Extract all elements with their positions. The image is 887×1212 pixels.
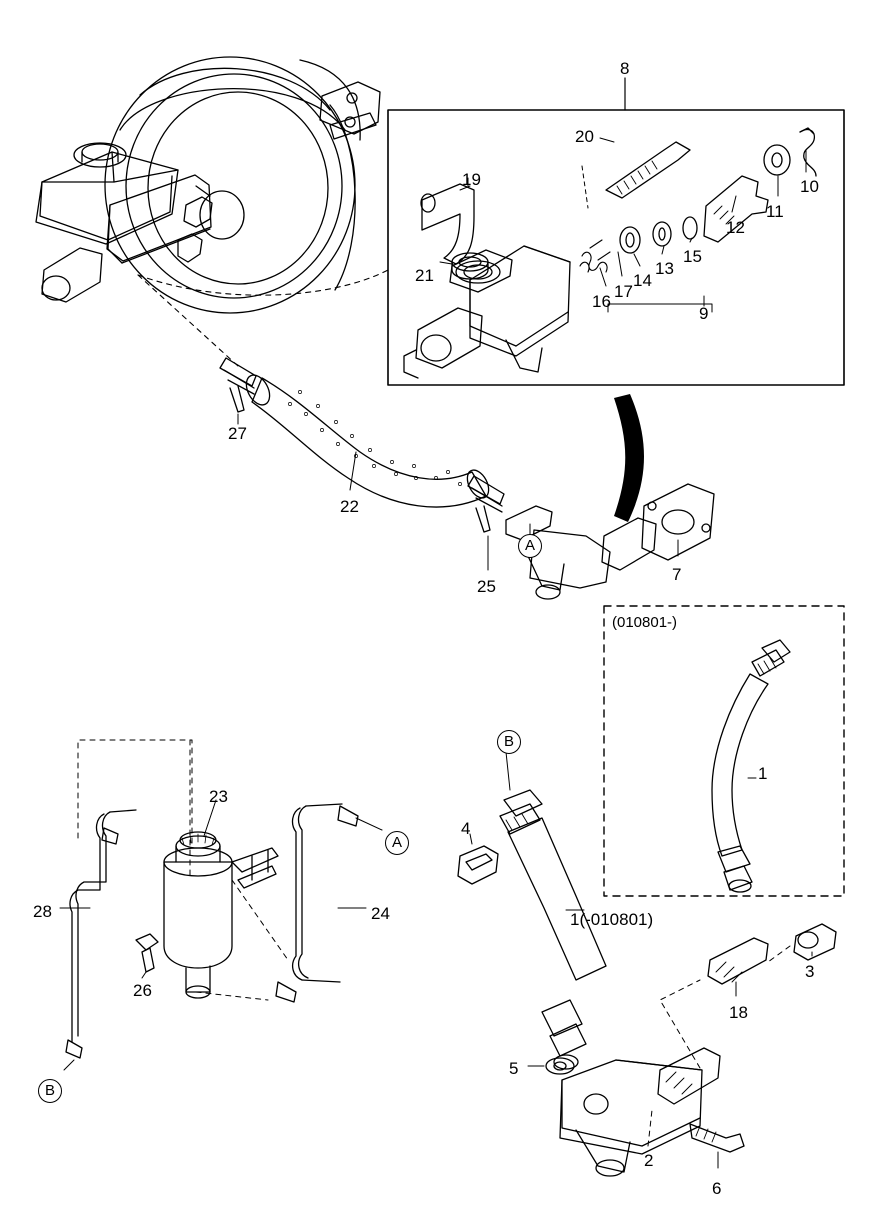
callout-27-clamp: 27 [228,424,247,443]
callout-11-washer: 11 [766,202,784,221]
clutch-release-cylinder-group [560,924,836,1176]
callout-6-bolt: 6 [712,1179,722,1198]
callout-8-master-cylinder-assembly: 8 [620,59,630,78]
callout-7-gasket: 7 [672,565,682,584]
connector-marker-b-lower: B [38,1079,62,1103]
callout-25-clamp: 25 [477,577,496,596]
callout-21-grommet: 21 [415,266,434,285]
callout-18-bleeder-screw: 18 [729,1003,748,1022]
callout-16-spring: 16 [592,292,611,311]
callout-19-hose: 19 [462,170,481,189]
master-cylinder-detail-group [404,128,816,378]
callout-13-seal: 13 [655,259,674,278]
callout-23-reservoir: 23 [209,787,228,806]
callout-5-washer: 5 [509,1059,519,1078]
callout-3-bleeder-cap: 3 [805,962,815,981]
connector-marker-a-lower: A [385,831,409,855]
callout-12-piston: 12 [726,218,745,237]
callout-24-pipe: 24 [371,904,390,923]
callout-15-seal: 15 [683,247,702,266]
vacuum-hose-group [220,358,504,570]
callout-22-vacuum-hose: 22 [340,497,359,516]
connector-marker-a-upper: A [518,534,542,558]
brake-booster-group [36,57,380,313]
clutch-hose-late-group [712,640,790,892]
callout-28-pipe: 28 [33,902,52,921]
callout-2-clutch-release-cylinder: 2 [644,1151,654,1170]
callout-4-clip: 4 [461,819,471,838]
callout-1-clutch-hose-early: 1(-010801) [570,910,654,929]
callout-17-spring-seat: 17 [614,282,633,301]
callout-26-bolt: 26 [133,981,152,1000]
callout-1-clutch-hose-late: 1 [758,764,768,783]
callout-9-repair-kit: 9 [699,304,709,323]
connector-marker-b-upper: B [497,730,521,754]
callout-10-clip: 10 [800,177,819,196]
variant-date-label: (010801-) [612,614,678,631]
callout-14-seal: 14 [633,271,652,290]
callout-20-bolt: 20 [575,127,594,146]
